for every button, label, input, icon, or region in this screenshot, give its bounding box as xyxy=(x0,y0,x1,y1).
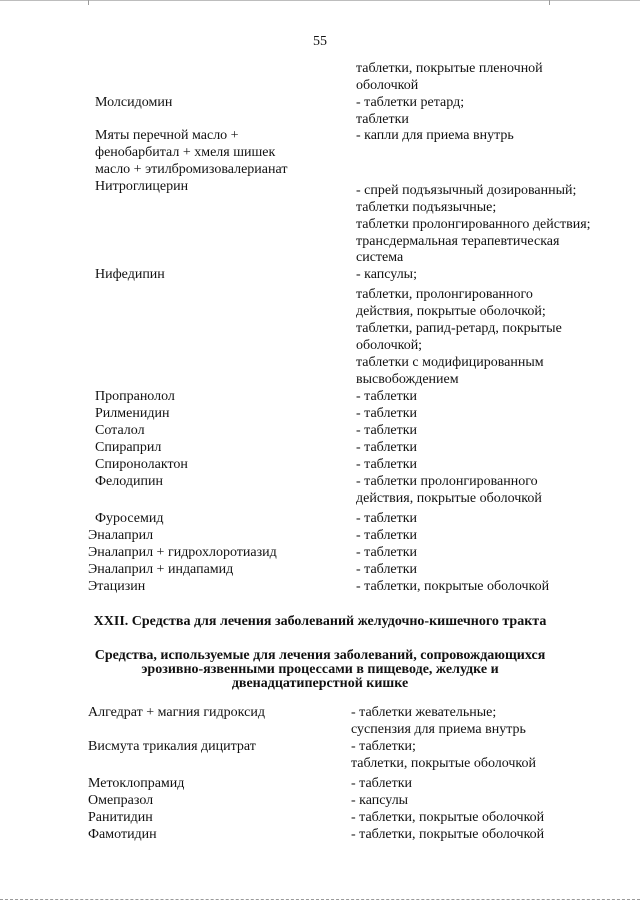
drug-name: Нифедипин xyxy=(95,267,165,282)
dosage-form-line: - таблетки xyxy=(356,389,418,404)
dosage-form-line: таблетки, рапид-ретард, покрытые xyxy=(356,321,562,336)
drug-name: Висмута трикалия дицитрат xyxy=(88,739,256,754)
dosage-form-line: таблетки xyxy=(356,112,409,127)
dosage-form-line: - таблетки xyxy=(351,776,413,791)
scan-edge-bottom xyxy=(0,899,640,901)
drug-name: Этацизин xyxy=(88,579,146,594)
drug-name: Пропранолол xyxy=(95,389,175,404)
dosage-form-line: оболочкой; xyxy=(356,338,423,353)
dosage-form-line: - таблетки xyxy=(356,528,418,543)
dosage-form-line: - таблетки xyxy=(356,457,418,472)
drug-name: Спираприл xyxy=(95,440,162,455)
drug-name: Эналаприл xyxy=(88,528,154,543)
dosage-form-line: - таблетки xyxy=(356,440,418,455)
dosage-form-line: таблетки, покрытые оболочкой xyxy=(351,756,537,771)
dosage-form-line: действия, покрытые оболочкой; xyxy=(356,304,546,319)
page-number: 55 xyxy=(313,34,327,49)
dosage-form-line: - таблетки xyxy=(356,423,418,438)
drug-name: Спиронолактон xyxy=(95,457,188,472)
scan-edge-top xyxy=(0,0,640,2)
dosage-form-line: - капсулы; xyxy=(356,267,417,282)
drug-name: Алгедрат + магния гидроксид xyxy=(88,705,265,720)
scan-mark xyxy=(549,0,550,5)
dosage-form-line: - капли для приема внутрь xyxy=(356,128,514,143)
dosage-form-line: трансдермальная терапевтическая xyxy=(356,234,560,249)
drug-name: Соталол xyxy=(95,423,145,438)
dosage-form-line: действия, покрытые оболочкой xyxy=(356,491,542,506)
drug-name: Рилменидин xyxy=(95,406,170,421)
drug-name: Метоклопрамид xyxy=(88,776,185,791)
drug-name: Молсидомин xyxy=(95,95,173,110)
section-subtitle-line: двенадцатиперстной кишке xyxy=(231,676,409,691)
dosage-form-line: таблетки с модифицированным xyxy=(356,355,544,370)
section-subtitle-line: Средства, используемые для лечения заболеваний, сопровождающихся xyxy=(94,648,546,663)
dosage-form-line: таблетки пролонгированного действия; xyxy=(356,217,591,232)
section-title: XXII. Средства для лечения заболеваний желудочно-кишечного тракта xyxy=(93,614,547,629)
section-subtitle-line: эрозивно-язвенными процессами в пищеводе, желудке и xyxy=(141,662,499,677)
dosage-form-line: - спрей подъязычный дозированный; xyxy=(356,183,577,198)
dosage-form-line: - капсулы xyxy=(351,793,409,808)
drug-name: Эналаприл + индапамид xyxy=(88,562,234,577)
dosage-form-line: система xyxy=(356,250,404,265)
drug-name: Фелодипин xyxy=(95,474,163,489)
drug-name: Нитроглицерин xyxy=(95,179,189,194)
drug-name: Омепразол xyxy=(88,793,154,808)
drug-name: Мяты перечной масло + xyxy=(95,128,239,143)
drug-name: Фамотидин xyxy=(88,827,157,842)
drug-name: фенобарбитал + хмеля шишек xyxy=(95,145,276,160)
dosage-form-line: - таблетки, покрытые оболочкой xyxy=(356,579,550,594)
dosage-form-line: - таблетки xyxy=(356,406,418,421)
dosage-form-line: - таблетки ретард; xyxy=(356,95,465,110)
dosage-form-line: таблетки подъязычные; xyxy=(356,200,497,215)
dosage-form-line: - таблетки, покрытые оболочкой xyxy=(351,827,545,842)
drug-name: Фуросемид xyxy=(95,511,164,526)
dosage-form-line: суспензия для приема внутрь xyxy=(351,722,526,737)
dosage-form-line: - таблетки xyxy=(356,562,418,577)
dosage-form-line: - таблетки жевательные; xyxy=(351,705,497,720)
drug-name: Эналаприл + гидрохлоротиазид xyxy=(88,545,277,560)
dosage-form-line: - таблетки xyxy=(356,511,418,526)
dosage-form-line: высвобождением xyxy=(356,372,459,387)
dosage-form-line: - таблетки пролонгированного xyxy=(356,474,538,489)
dosage-form-line: оболочкой xyxy=(356,78,419,93)
dosage-form-line: таблетки, покрытые пленочной xyxy=(356,61,543,76)
dosage-form-line: таблетки, пролонгированного xyxy=(356,287,533,302)
dosage-form-line: - таблетки, покрытые оболочкой xyxy=(351,810,545,825)
dosage-form-line: - таблетки xyxy=(356,545,418,560)
drug-name: Ранитидин xyxy=(88,810,153,825)
dosage-form-line: - таблетки; xyxy=(351,739,416,754)
drug-name: масло + этилбромизовалерианат xyxy=(95,162,288,177)
scan-mark xyxy=(88,0,89,5)
